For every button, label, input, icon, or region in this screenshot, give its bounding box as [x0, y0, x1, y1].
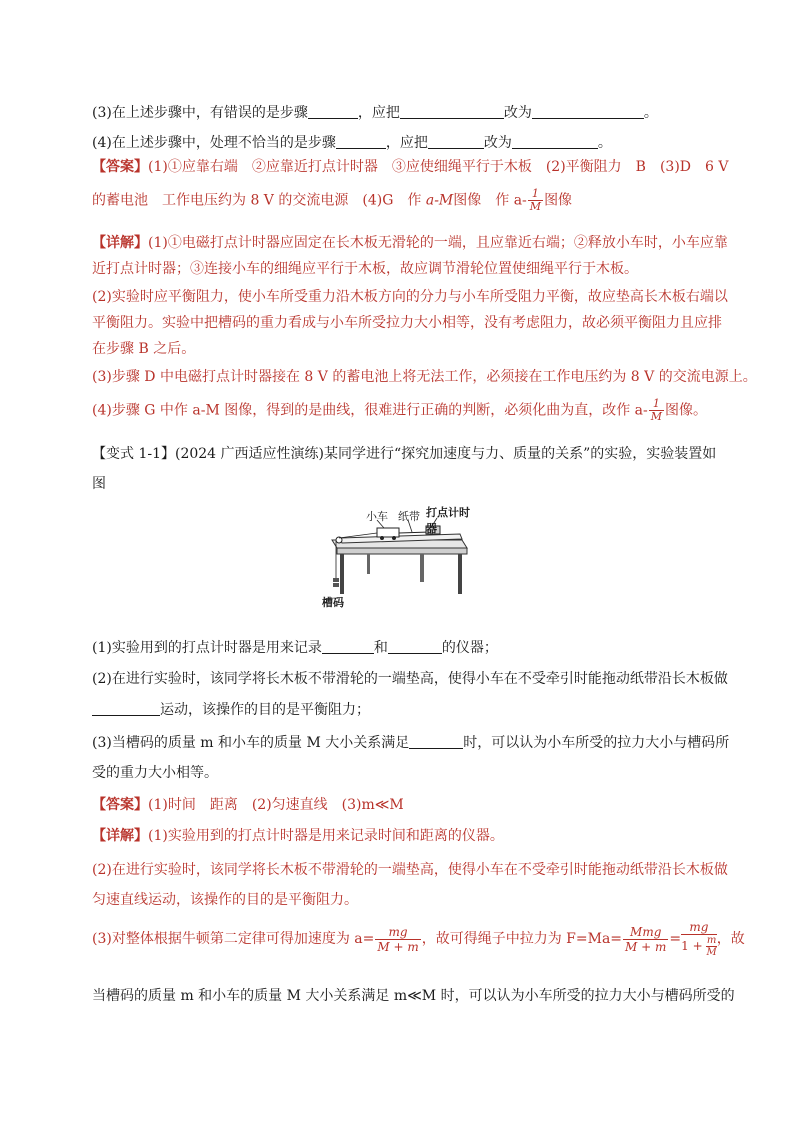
variant-question-1: (1)实验用到的打点计时器是用来记录 和 的仪器；	[92, 640, 498, 656]
detail-1-line-2: 近打点计时器；③连接小车的细绳应平行于木板，故应调节滑轮位置使细绳平行于木板。	[92, 261, 638, 277]
fraction-1-over-M: $\frac{1}{M}$	[529, 187, 542, 213]
detail-2-line-3: 匀速直线运动，该操作的目的是平衡阻力。	[92, 892, 358, 908]
fraction-Mmg-over-M-plus-m: $\frac{\text{Mmg}}{M + m}$	[625, 924, 667, 954]
detail-1-line-6: (3)步骤 D 中电磁打点计时器接在 8 V 的蓄电池上将无法工作，必须接在工作电压约为 8 V 的交流电源上。	[92, 369, 757, 385]
label-tape: 纸带	[398, 510, 420, 523]
answer-1-line-1: 【答案】(1)①应靠右端 ②应靠近打点计时器 ③应使细绳平行于木板 (2)平衡阻力 B (3)D 6 V	[92, 159, 729, 175]
variant-title-line-2: 图	[92, 476, 106, 492]
detail-1-line-1: 【详解】(1)①电磁打点计时器应固定在长木板无滑轮的一端，且应靠近右端；②释放小车时，小车应靠	[92, 235, 728, 251]
answer-1-line-2: 的蓄电池 工作电压约为 8 V 的交流电源 (4)G 作 a-M图像 作 a- $\frac{1}{M}$ 图像	[92, 187, 573, 213]
label-car: 小车	[366, 510, 388, 523]
question-3: (3)在上述步骤中，有错误的是步骤 ，应把 改为 。	[92, 105, 658, 121]
question-4: (4)在上述步骤中，处理不恰当的是步骤 ，应把 改为 。	[92, 135, 612, 151]
detail-2-line-1: 【详解】(1)实验用到的打点计时器是用来记录时间和距离的仪器。	[92, 828, 504, 844]
detail-1-line-4: 平衡阻力。实验中把槽码的重力看成与小车所受拉力大小相等，没有考虑阻力，故必须平衡阻力且应排	[92, 315, 722, 331]
variant-question-2: (2)在进行实验时，该同学将长木板不带滑轮的一端垫高，使得小车在不受牵引时能拖动纸带沿长木板做	[92, 671, 728, 687]
detail-1-line-7: (4)步骤 G 中作 a-M 图像，得到的是曲线，很难进行正确的判断，必须化曲为直，改作 a- $\frac{1}{M}$ 图像。	[92, 397, 708, 423]
variant-question-3: (3)当槽码的质量 m 和小车的质量 M 大小关系满足 时，可以认为小车所受的拉力大小与槽码所	[92, 735, 730, 751]
detail-1-line-3: (2)实验时应平衡阻力，使小车所受重力沿木板方向的分力与小车所受阻力平衡，故应垫高长木板右端以	[92, 289, 728, 305]
variant-title: 【变式 1-1】(2024 广西适应性演练)某同学进行“探究加速度与力、质量的关系”的实验，实验装置如	[92, 446, 717, 462]
variant-question-3b: 受的重力大小相等。	[92, 765, 218, 781]
detail-2-line-5: 当槽码的质量 m 和小车的质量 M 大小关系满足 m≪M 时，可以认为小车所受的拉力大小与槽码所受的	[92, 988, 735, 1004]
fraction-mg-over-M-plus-m: $\frac{mg}{M + m}$	[377, 924, 419, 954]
fraction-nested: mg 1 + $\frac{m}{M}$	[681, 920, 717, 958]
detail-2-line-4: (3)对整体根据牛顿第二定律可得加速度为 a= $\frac{mg}{M + m}$ ，故可得绳子中拉力为 F=Ma= $\frac{\text{Mmg}}{M + m}$ = mg 1 + $\frac{m}{M}$ ，故	[92, 920, 745, 958]
detail-2-line-2: (2)在进行实验时，该同学将长木板不带滑轮的一端垫高，使得小车在不受牵引时能拖动纸带沿长木板做	[92, 862, 728, 878]
label-weight: 槽码	[322, 596, 344, 609]
variant-question-2b: 运动，该操作的目的是平衡阻力；	[92, 700, 370, 720]
fraction-1-over-M: $\frac{1}{M}$	[650, 397, 663, 423]
apparatus-figure	[322, 508, 472, 620]
answer-2: 【答案】(1)时间 距离 (2)匀速直线 (3)m≪M	[92, 797, 404, 813]
label-timer: 打点计时器	[426, 506, 470, 535]
detail-1-line-5: 在步骤 B 之后。	[92, 341, 196, 357]
